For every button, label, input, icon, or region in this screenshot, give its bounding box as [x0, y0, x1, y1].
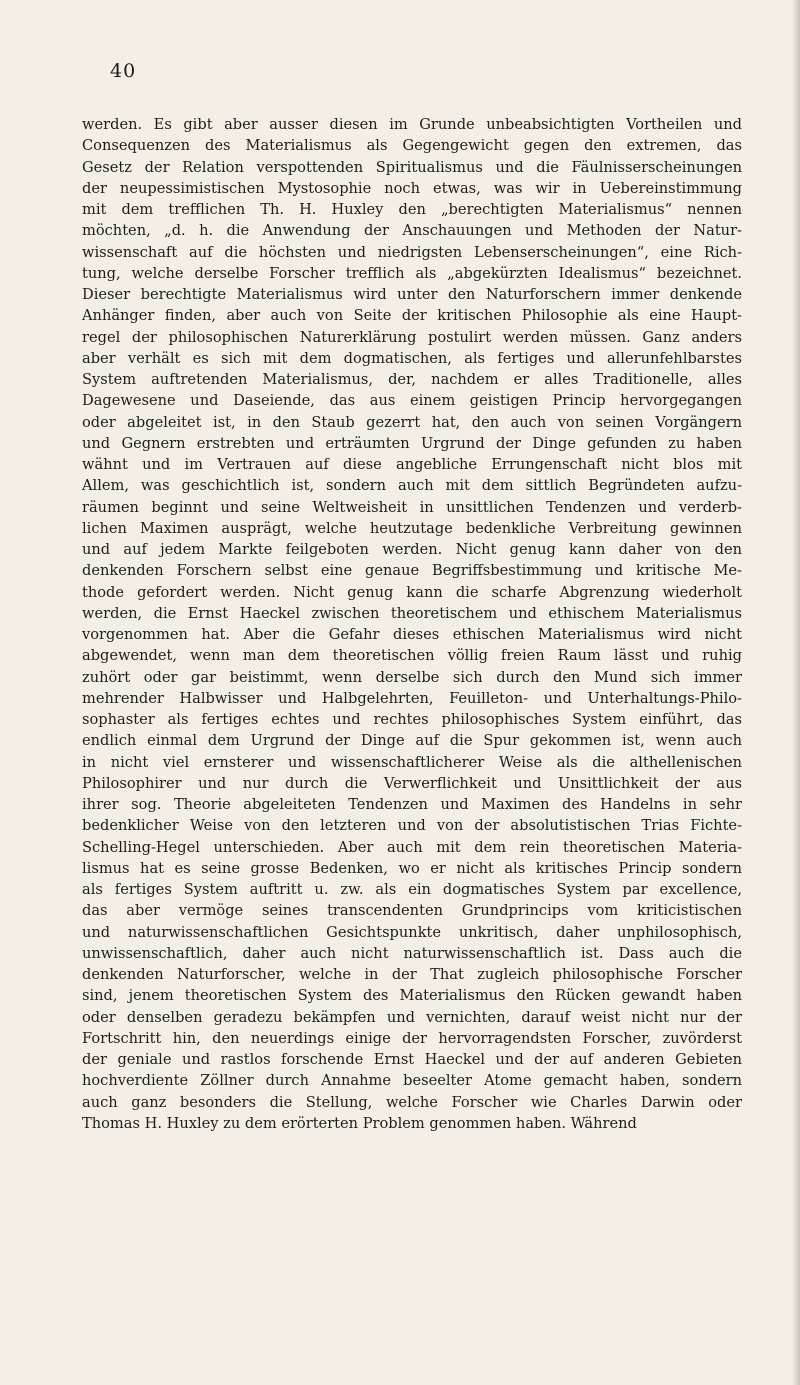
text-line: sophaster als fertiges echtes und rechtes philosophisches System einführt, das: [82, 711, 742, 728]
text-line: mehrender Halbwisser und Halbgelehrten, Feuilleton- und Unterhaltungs-Philo-: [82, 689, 742, 707]
text-line: und auf jedem Markte feilgeboten werden. Nicht genug kann daher von den: [82, 541, 742, 558]
text-line: Schelling-Hegel unterschieden. Aber auch mit dem rein theoretischen Materia-: [82, 838, 742, 856]
text-line: der neupessimistischen Mystosophie noch etwas, was wir in Uebereinstimmung: [82, 179, 742, 197]
text-line: hochverdiente Zöllner durch Annahme beseelter Atome gemacht haben, sondern: [82, 1072, 742, 1090]
page-number: 40: [110, 60, 137, 82]
text-line: Dagewesene und Daseiende, das aus einem geistigen Princip hervorgegangen: [82, 392, 742, 410]
text-line: Fortschritt hin, den neuerdings einige der hervorragendsten Forscher, zuvörderst: [82, 1029, 742, 1047]
text-line: der geniale und rastlos forschende Ernst Haeckel und der auf anderen Gebieten: [82, 1051, 742, 1068]
text-line: abgewendet, wenn man dem theoretischen völlig freien Raum lässt und ruhig: [82, 647, 742, 665]
text-line: vorgenommen hat. Aber die Gefahr dieses ethischen Materialismus wird nicht: [82, 626, 742, 643]
text-line: lismus hat es seine grosse Bedenken, wo er nicht als kritisches Princip sondern: [82, 859, 742, 877]
text-line: werden, die Ernst Haeckel zwischen theoretischem und ethischem Materialismus: [82, 604, 742, 622]
text-line: in nicht viel ernsterer und wissenschaftlicherer Weise als die althellenischen: [82, 753, 742, 771]
page-edge-shadow: [792, 0, 800, 1385]
text-line: tung, welche derselbe Forscher trefflich als „abgekürzten Idealismus“ bezeichnet.: [82, 264, 742, 282]
text-line: Dieser berechtigte Materialismus wird unter den Naturforschern immer denkende: [82, 286, 742, 303]
text-line: Anhänger finden, aber auch von Seite der kritischen Philosophie als eine Haupt-: [82, 307, 742, 325]
text-line: werden. Es gibt aber ausser diesen im Grunde unbeabsichtigten Vortheilen und: [82, 116, 742, 133]
text-line: mit dem trefflichen Th. H. Huxley den „berechtigten Materialismus“ nennen: [82, 201, 742, 218]
text-line: das aber vermöge seines transcendenten Grundprincips vom kriticistischen: [82, 902, 742, 920]
text-line: Allem, was geschichtlich ist, sondern auch mit dem sittlich Begründeten aufzu-: [82, 477, 742, 495]
text-line: denkenden Naturforscher, welche in der That zugleich philosophische Forscher: [82, 966, 742, 983]
text-line: oder abgeleitet ist, in den Staub gezerrt hat, den auch von seinen Vorgängern: [82, 413, 742, 431]
text-line: zuhört oder gar beistimmt, wenn derselbe sich durch den Mund sich immer: [82, 668, 742, 686]
text-line: aber verhält es sich mit dem dogmatischen, als fertiges und allerunfehlbarstes: [82, 349, 742, 367]
text-line: regel der philosophischen Naturerklärung postulirt werden müssen. Ganz anders: [82, 328, 742, 346]
text-line: Thomas H. Huxley zu dem erörterten Problem genommen haben. Während: [82, 1114, 637, 1132]
text-line: sind, jenem theoretischen System des Materialismus den Rücken gewandt haben: [82, 987, 742, 1005]
text-line: als fertiges System auftritt u. zw. als ein dogmatisches System par excellence,: [82, 881, 742, 898]
text-line: endlich einmal dem Urgrund der Dinge auf die Spur gekommen ist, wenn auch: [82, 732, 742, 750]
text-line: System auftretenden Materialismus, der, nachdem er alles Traditionelle, alles: [82, 371, 742, 388]
text-line: räumen beginnt und seine Weltweisheit in unsittlichen Tendenzen und verderb-: [82, 498, 742, 516]
text-line: wähnt und im Vertrauen auf diese angebliche Errungenschaft nicht blos mit: [82, 456, 742, 473]
text-line: Gesetz der Relation verspottenden Spiritualismus und die Fäulnisserscheinungen: [82, 158, 742, 176]
text-line: denkenden Forschern selbst eine genaue Begriffsbestimmung und kritische Me-: [82, 562, 742, 580]
text-line: auch ganz besonders die Stellung, welche Forscher wie Charles Darwin oder: [82, 1093, 742, 1111]
body-text: [82, 114, 742, 1134]
text-line: und Gegnern erstrebten und erträumten Urgrund der Dinge gefunden zu haben: [82, 434, 742, 452]
text-line: oder denselben geradezu bekämpfen und vernichten, darauf weist nicht nur der: [82, 1008, 742, 1026]
text-line: lichen Maximen ausprägt, welche heutzutage bedenkliche Verbreitung gewinnen: [82, 519, 742, 537]
text-line: bedenklicher Weise von den letzteren und von der absolutistischen Trias Fichte-: [82, 817, 742, 835]
text-line: wissenschaft auf die höchsten und niedrigsten Lebenserscheinungen“, eine Rich-: [82, 243, 742, 261]
text-line: möchten, „d. h. die Anwendung der Anschauungen und Methoden der Natur-: [82, 222, 742, 240]
text-line: unwissenschaftlich, daher auch nicht naturwissenschaftlich ist. Dass auch die: [82, 944, 742, 962]
text-line: und naturwissenschaftlichen Gesichtspunkte unkritisch, daher unphilosophisch,: [82, 923, 742, 941]
text-line: thode gefordert werden. Nicht genug kann die scharfe Abgrenzung wiederholt: [82, 583, 742, 601]
text-line: ihrer sog. Theorie abgeleiteten Tendenzen und Maximen des Handelns in sehr: [82, 796, 742, 813]
text-line: Philosophirer und nur durch die Verwerflichkeit und Unsittlichkeit der aus: [82, 774, 742, 792]
text-line: Consequenzen des Materialismus als Gegengewicht gegen den extremen, das: [82, 137, 742, 155]
